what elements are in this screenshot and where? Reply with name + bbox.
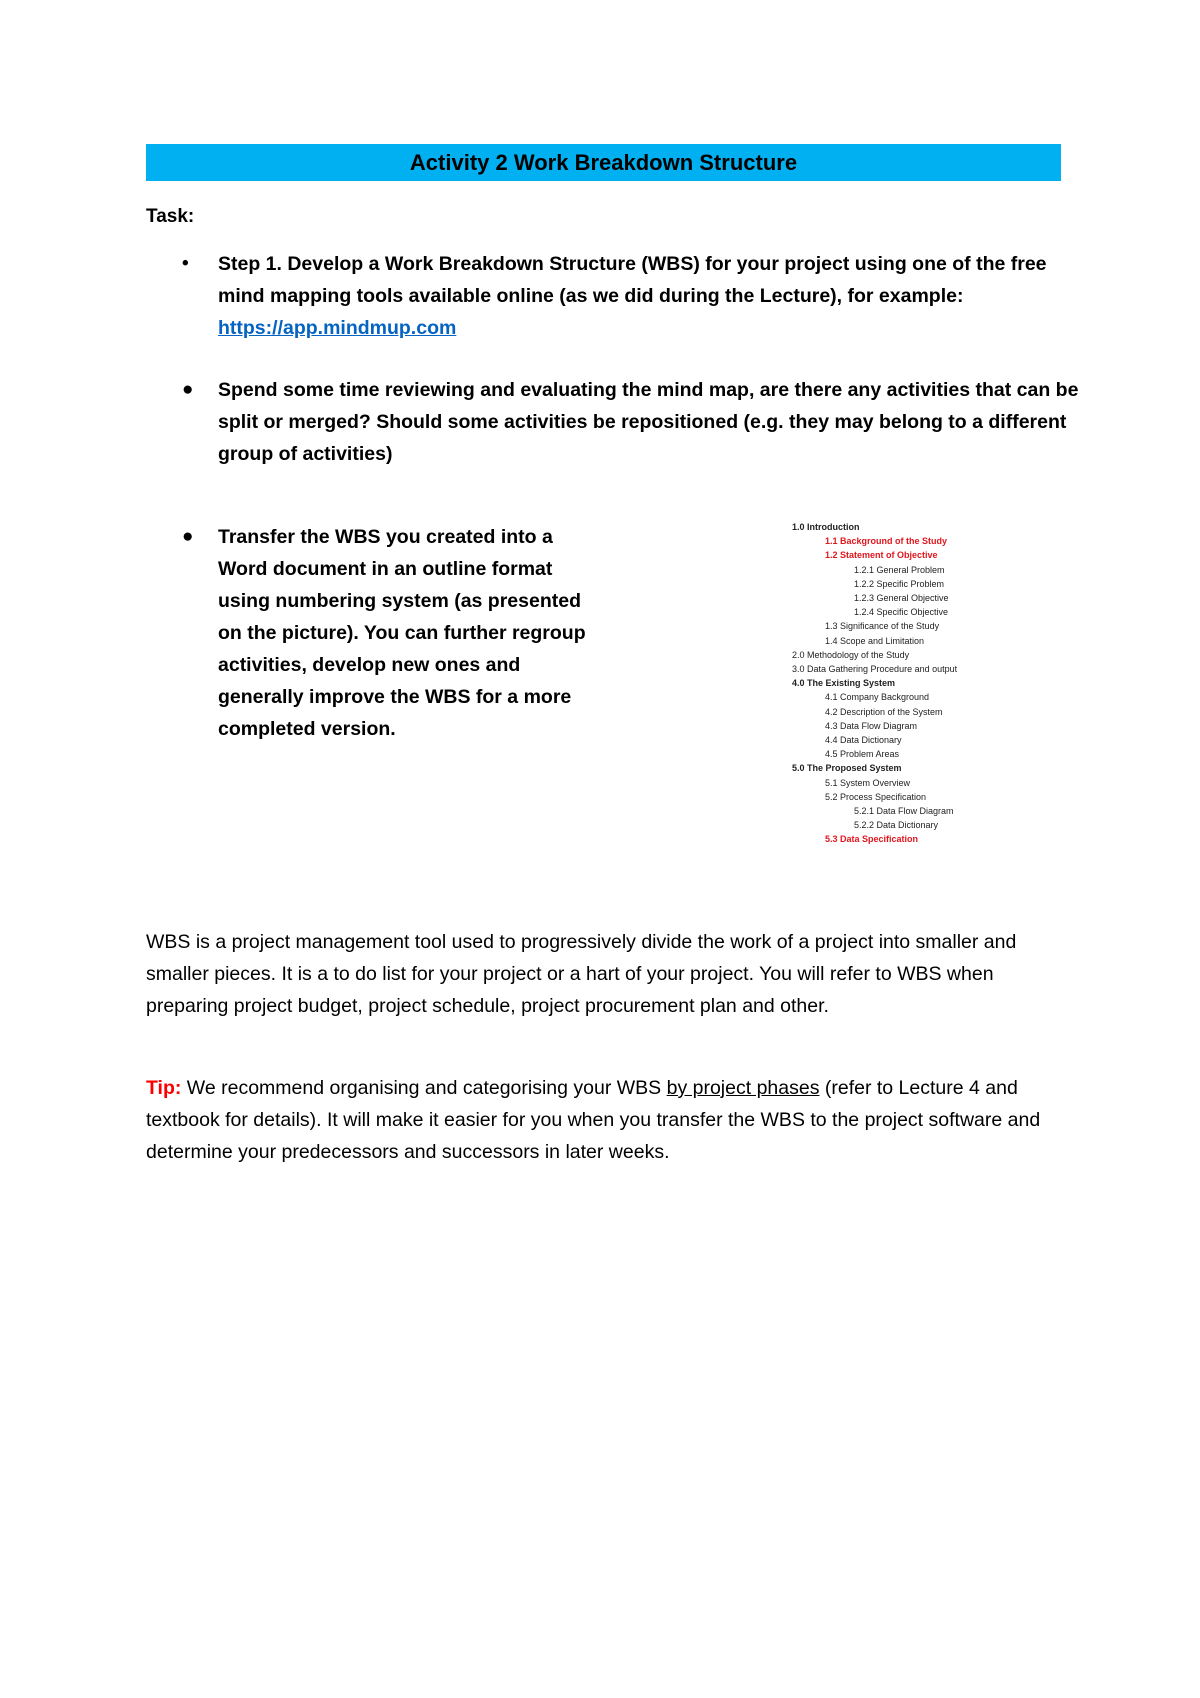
outline-row: 1.4 Scope and Limitation <box>825 635 925 646</box>
tip-underlined: by project phases <box>666 1077 820 1099</box>
bullet-text-body: Step 1. Develop a Work Breakdown Structure (WBS) for your project using one of the free mind mapping tools available online (as we did during the Lecture), for example: <box>218 253 1047 307</box>
outline-row: 1.2.3 General Objective <box>854 593 949 604</box>
outline-row: 4.5 Problem Areas <box>825 749 900 760</box>
tip-text-2: (refer to Lecture 4 and textbook for details). It will make it easier for you when you transfer the WBS to the project software and determine your predecessors and successors in later weeks. <box>146 1077 1041 1163</box>
outline-row: 5.3 Data Specification <box>825 834 919 845</box>
activity-title-text: Activity 2 Work Breakdown Structure <box>409 149 798 175</box>
outline-row: 5.0 The Proposed System <box>792 763 902 774</box>
outline-row: 1.2.4 Specific Objective <box>854 607 949 618</box>
bullet-marker: • <box>182 253 189 274</box>
outline-row: 2.0 Methodology of the Study <box>792 649 910 660</box>
outline-row: 5.2.2 Data Dictionary <box>854 820 939 831</box>
outline-row: 5.2 Process Specification <box>825 791 927 802</box>
activity-title <box>146 144 1061 181</box>
outline-row: 5.1 System Overview <box>825 777 911 788</box>
outline-row: 4.0 The Existing System <box>792 678 896 689</box>
outline-row: 4.1 Company Background <box>825 692 930 703</box>
bullet-marker: ● <box>182 379 194 400</box>
outline-row: 4.3 Data Flow Diagram <box>825 720 918 731</box>
outline-row: 3.0 Data Gathering Procedure and output <box>792 664 958 675</box>
outline-row: 1.2.2 Specific Problem <box>854 578 945 589</box>
tip-label: Tip: <box>146 1077 182 1099</box>
outline-example-image <box>792 520 1032 860</box>
outline-row: 4.2 Description of the System <box>825 706 943 717</box>
tip-paragraph <box>146 1072 1066 1168</box>
outline-row: 1.0 Introduction <box>792 522 860 532</box>
wbs-description-paragraph: WBS is a project management tool used to progressively divide the work of a project into smaller and smaller pieces. It is a to do list for your project or a hart of your project. You will refer to WBS when preparing project budget, project schedule, project procurement plan and other. <box>146 931 1017 1017</box>
outline-row: 5.2.1 Data Flow Diagram <box>854 806 954 817</box>
bullet-text <box>218 248 1078 344</box>
outline-row: 1.1 Background of the Study <box>825 536 948 547</box>
task-label: Task: <box>146 206 195 227</box>
bullet-text: Spend some time reviewing and evaluating the mind map, are there any activities that can be split or merged? Should some activities be repositioned (e.g. they may belong to a different group of activities) <box>218 379 1079 465</box>
outline-row: 1.2.1 General Problem <box>854 564 945 575</box>
bullet-marker: ● <box>182 526 194 547</box>
bullet-text: Transfer the WBS you created into a Word document in an outline format using numbering system (as presented on the picture). You can further regroup activities, develop new ones and generally improve the WBS for a more completed version. <box>218 526 586 740</box>
outline-row: 4.4 Data Dictionary <box>825 735 902 746</box>
outline-row: 1.3 Significance of the Study <box>825 621 940 632</box>
mindmup-link[interactable]: https://app.mindmup.com <box>218 317 457 339</box>
tip-text-1: We recommend organising and categorising your WBS <box>181 1077 667 1099</box>
outline-row: 1.2 Statement of Objective <box>825 550 938 561</box>
